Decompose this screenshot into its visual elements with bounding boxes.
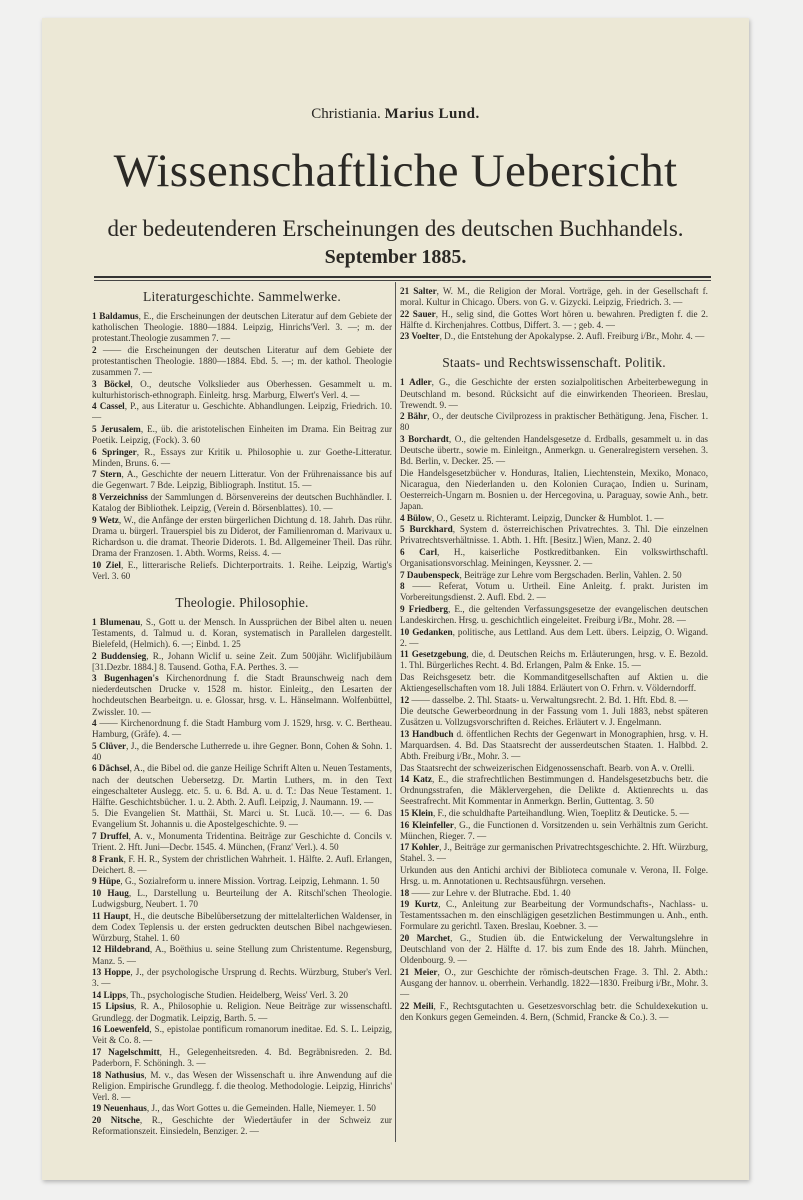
bibliography-entry	[92, 741, 392, 763]
bibliography-entry	[400, 808, 708, 819]
column-divider	[395, 282, 396, 1142]
entry-details: , J., der psychologische Ursprung d. Rechts. Würzburg, Stuber's Verl. 3. —	[92, 967, 392, 989]
entry-author: 10 Haug	[92, 888, 129, 898]
entry-author: 19 Kurtz	[400, 899, 439, 910]
entry-details: , F., die schuldhafte Parteihandlung. Wien, Toeplitz & Deuticke. 5. —	[432, 808, 689, 819]
bibliography-entry	[92, 492, 392, 514]
entry-author: 15 Lipsius	[92, 1001, 135, 1012]
bibliography-entry	[400, 547, 708, 569]
entry-details: , C., Anleitung zur Bearbeitung der Vormundschafts-, Nachlass- u. Testamentssachen m. den einschlägigen gesetzlichen Bestimmungen u. Anh., enth. Formulare zu gerichtl. Taxen. Breslau, Koebner. 3. —	[400, 899, 708, 932]
bibliography-entry	[92, 944, 392, 966]
publisher: Marius Lund.	[384, 106, 480, 122]
bibliography-entry	[400, 1001, 708, 1023]
entry-author: 6 Springer	[92, 446, 137, 457]
bibliography-entry	[92, 1047, 392, 1069]
entry-details: , P., aus Literatur u. Geschichte. Abhandlungen. Leipzig, Friedrich. 10. —	[92, 401, 392, 423]
entry-author: 3 Bugenhagen's	[92, 673, 159, 684]
bibliography-entry	[92, 888, 392, 910]
entry-author: 12 Hildebrand	[92, 944, 150, 955]
entry-details: Die Handelsgesetzbücher v. Honduras, Italien, Liechtenstein, Mexiko, Monaco, Nicaragua, den Niederlanden u. den Kolonien Curaçao, Indien u. Surinam, Oesterreich-Ungarn m. Bosnien u. der Hercegovina, u. Paraguay, sowie Anh., betr. Japan.	[400, 467, 708, 511]
entry-details: , F., Rechtsgutachten u. Gesetzesvorschlag betr. die Schuldexekution u. den Konkurs gegen Gemeinden. 4. Bern, (Schmid, Francke & Co.). 3. —	[400, 1000, 708, 1022]
bibliography-entry	[400, 570, 708, 581]
entry-author: 2 Bähr	[400, 411, 428, 422]
entry-details: , E., litterarische Reliefs. Dichterportraits. 1. Reihe. Leipzig, Wartig's Verl. 3. 60	[92, 559, 392, 581]
entry-details: , J., das Wort Gottes u. die Gemeinden. Halle, Niemeyer. 1. 50	[146, 1103, 376, 1114]
entry-details: , G., Sozialreform u. innere Mission. Vortrag. Leipzig, Lehmann. 1. 50	[120, 876, 380, 887]
entry-details: , L., Darstellung u. Beurteilung der A. Ritschl'schen Theologie. Ludwigsburg, Neubert. 1. 70	[92, 888, 392, 910]
entry-details: , Beiträge zur Lehre vom Bergschaden. Berlin, Vahlen. 2. 50	[459, 569, 682, 580]
bibliography-entry	[92, 1001, 392, 1023]
bibliography-entry	[92, 1115, 392, 1137]
entry-details: , F. H. R., System der christlichen Wahrheit. 1. Hälfte. 2. Aufl. Erlangen, Deichert. 8. —	[92, 853, 392, 875]
entry-details: Die deutsche Gewerbeordnung in der Fassung vom 1. Juli 1883, nebst späteren Zusätzen u. Vollzugsvorschriften d. Reiches. Erläutert v. J. Engelmann.	[400, 706, 708, 728]
bibliography-entry	[400, 774, 708, 807]
bibliography-entry	[400, 513, 708, 524]
entry-details: —— Referat, Votum u. Urtheil. Eine Anleitg. f. prakt. Juristen im Vorbereitungsdienst. 2. Aufl. Ebd. 2. —	[400, 581, 708, 603]
bibliography-entry	[400, 763, 708, 774]
bibliography-entry	[92, 718, 392, 740]
entry-details: , O., zur Geschichte der römisch-deutschen Frage. 3. Thl. 2. Abth.: Ausgang der hannov. u. oberrhein. Verhandlg. 1822—1830. Freiburg i/Br., Mohr. 3. —	[400, 966, 708, 1000]
entry-details: , W. M., die Religion der Moral. Vorträge, geh. in der Gesellschaft f. moral. Kultur in Chicago. Übers. von G. v. Gizycki. Leipzig, Friedrich. 3. —	[400, 286, 708, 308]
entry-author: 20 Nitsche	[92, 1114, 140, 1125]
bibliography-entry	[92, 401, 392, 423]
publisher-line	[42, 106, 749, 123]
bibliography-entry	[92, 911, 392, 944]
bibliography-entry	[400, 411, 708, 433]
entry-details: , E., die strafrechtlichen Bestimmungen d. Handelsgesetzbuchs betr. die Ordnungsstrafen, die Mäklervergehen, die Delikte d. Aktienrechts u. das Seestrafrecht. Mit Kommentar in Anmerkgn. Berlin, Guttentag. 3. 50	[400, 774, 708, 807]
section-heading-literature: Literaturgeschichte. Sammelwerke.	[143, 289, 341, 304]
entry-details: , S., Gott u. der Mensch. In Aussprüchen der Bibel alten u. neuen Testaments, d. Talmud u. d. Koran, systematisch in Parallelen dargestellt. Bielefeld, (Helmich). 6. —; Einbd. 1. 25	[92, 616, 392, 649]
entry-author: 3 Borchardt	[400, 433, 449, 444]
entry-author: 16 Kleinfeller	[400, 819, 454, 830]
bibliography-entry	[400, 331, 708, 342]
entry-details: der Sammlungen d. Börsenvereins der deutschen Buchhändler. I. Katalog der Bibliothek. Leipzig, (Verein d. Börsenblattes). 10. —	[92, 492, 392, 514]
entry-details: , E., die geltenden Verfassungsgesetze der evangelischen deutschen Landeskirchen. Hrsg. u. geschichtlich eingeleitet. Freiburg i/Br., Mohr. 28. —	[400, 603, 708, 625]
entry-details: , J., Beiträge zur germanischen Privatrechtsgeschichte. 2. Hft. Würzburg, Stahel. 3. —	[400, 842, 708, 864]
entry-details: Kirchenordnung f. die Stadt Braunschweig nach dem niederdeutschen Drucke v. 1528 m. histor. Einleitg., den Lesarten der hochdeutschen Bearbeitgn. u. e. Glossar, hrsg. v. L. Hänselmann. Wolfenbüttel, Zwissler. 10. —	[92, 673, 392, 717]
entry-details: , O., deutsche Volkslieder aus Oberhessen. Gesammelt u. m. kulturhistorisch-ethnograph. Einleitg. hrsg. Marburg, Elwert's Verl. 4. —	[92, 378, 392, 400]
entry-details: , H., die deutsche Bibelübersetzung der mittelalterlichen Waldenser, in dem Codex Teplensis u. der ersten gedruckten deutschen Bibel nachgewiesen. Würzburg, Stahel. 1. 60	[92, 910, 392, 943]
header-rule	[94, 276, 711, 278]
entry-author: 6 Dächsel	[92, 763, 130, 774]
bibliography-entry	[92, 469, 392, 491]
bibliography-entry	[92, 515, 392, 559]
bibliography-entry	[92, 379, 392, 401]
entry-author: 22 Sauer	[400, 308, 436, 319]
bibliography-entry	[400, 581, 708, 603]
entry-author: 4	[92, 718, 97, 729]
entry-author: 12	[400, 694, 410, 705]
entry-author: 9 Hüpe	[92, 876, 121, 887]
entry-author: 1 Adler	[400, 377, 432, 388]
theology-continued-list	[400, 286, 708, 342]
entry-author: 8 Verzeichniss	[92, 492, 148, 502]
bibliography-entry	[92, 990, 392, 1001]
entry-details: , M. v., das Wesen der Wissenschaft u. ihre Anwendung auf die Religion. Empirische Grundlegg. f. die theolog. Methodologie. Leipzig, Hinrichs' Verl. 8. —	[92, 1069, 392, 1102]
entry-details: , R., Johann Wiclif u. seine Zeit. Zum 500jähr. Wiclifjubiläum [31.Dezbr. 1884.] 8. Tausend. Gotha, F.A. Perthes. 3. —	[92, 650, 392, 672]
entry-author: 18 Nathusius	[92, 1069, 145, 1080]
bibliography-entry	[400, 820, 708, 842]
entry-details: , die, d. Deutschen Reichs m. Erläuterungen, hrsg. v. E. Bezold. 1. Thl. Bürgerliches Recht. 4. Bd. Erlangen, Palm & Enke. 15. —	[400, 649, 708, 671]
entry-details: , O., der deutsche Civilprozess in praktischer Bethätigung. Jena, Fischer. 1. 80	[400, 411, 708, 433]
entry-details: , Th., psychologische Studien. Heidelberg, Weiss' Verl. 3. 20	[125, 989, 348, 1000]
entry-author: 19 Neuenhaus	[92, 1103, 147, 1114]
entry-author: 22 Meili	[400, 1000, 434, 1011]
section-heading-law: Staats- und Rechtswissenschaft. Politik.	[442, 355, 666, 371]
entry-details: , E., die Erscheinungen der deutschen Literatur auf dem Gebiete der katholischen Theologie. 1880—1884. Leipzig, Hinrichs'Verl. 3. —; m. der protestant.Theologie zusammen 7. —	[92, 311, 392, 344]
bibliography-entry	[92, 763, 392, 807]
entry-details: , G., die Geschichte der ersten sozialpolitischen Arbeiterbewegung in Deutschland m. besond. Rücksicht auf die einwirkenden Theorieen. Breslau, Trewendt. 9. —	[400, 377, 708, 410]
entry-author: 10 Ziel	[92, 559, 121, 570]
bibliography-entry	[400, 649, 708, 671]
literature-list	[92, 311, 392, 582]
bibliography-entry	[400, 842, 708, 864]
document-date: September 1885.	[324, 246, 467, 268]
entry-author: 13 Hoppe	[92, 967, 131, 978]
bibliography-entry	[92, 831, 392, 853]
bibliography-entry	[400, 377, 708, 410]
entry-details: , A., Boëthius u. seine Stellung zum Christentume. Regensburg, Manz. 5. —	[92, 944, 392, 966]
entry-details: , O., die geltenden Handelsgesetze d. Erdballs, gesammelt u. in das Deutsche übertr., sowie m. Einleitgn., Anmerkgn. u. Generalregistern versehen. 3. Bd. Berlin, v. Decker. 25. —	[400, 433, 708, 467]
bibliography-entry	[92, 424, 392, 446]
left-column	[92, 286, 392, 1148]
entry-author: 7 Stern	[92, 469, 122, 480]
document-title: Wissenschaftliche Uebersicht	[113, 145, 678, 197]
entry-author: 9 Wetz	[92, 514, 119, 525]
entry-details: , System d. österreichischen Privatrechtes. 3. Thl. Die einzelnen Privatrechtsverhältnisse. 1. Abth. 1. Hft. [Besitz.] Wien, Manz. 2. 40	[400, 524, 708, 546]
bibliography-entry	[92, 854, 392, 876]
entry-author: 7 Druffel	[92, 831, 129, 842]
entry-author: 7 Daubenspeck	[400, 569, 460, 580]
place: Christiania.	[311, 106, 381, 122]
bibliography-entry	[92, 1103, 392, 1114]
bibliography-entry	[92, 651, 392, 673]
entry-author: 11 Haupt	[92, 910, 129, 921]
entry-author: 11 Gesetzgebung	[400, 649, 467, 660]
entry-details: —— Kirchenordnung f. die Stadt Hamburg vom J. 1529, hrsg. v. C. Bertheau. Hamburg, (Gräfe). 4. —	[92, 718, 392, 740]
entry-details: Das Staatsrecht der schweizerischen Eidgenossenschaft. Bearb. von A. v. Orelli.	[400, 762, 695, 773]
bibliography-entry	[400, 604, 708, 626]
document-sheet	[42, 18, 749, 1180]
entry-details: , S., epistolae pontificum romanorum ineditae. Ed. S. L. Leipzig, Veit & Co. 8. —	[92, 1024, 392, 1046]
entry-details: , R., Essays zur Kritik u. Philosophie u. zur Goethe-Litteratur. Minden, Bruns. 6. —	[92, 446, 392, 468]
entry-author: 13 Handbuch	[400, 728, 454, 739]
entry-details: , A., Geschichte der neuern Litteratur. Von der Frührenaissance bis auf die Gegenwart. 7 Bde. Leipzig, Bibliograph. Institut. 15. —	[92, 469, 392, 491]
bibliography-entry	[400, 309, 708, 331]
entry-details: —— zur Lehre v. der Blutrache. Ebd. 1. 40	[409, 887, 571, 898]
entry-details: , E., üb. die aristotelischen Einheiten im Drama. Ein Beitrag zur Poetik. Leipzig, (Fock). 3. 60	[92, 423, 392, 446]
entry-author: 18	[400, 887, 410, 898]
entry-author: 5 Clüver	[92, 740, 127, 751]
entry-details: , G., Studien üb. die Entwickelung der Verwaltungslehre in Deutschland von der 2. Hälfte d. 17. bis zum Ende des 18. Jahrh. München, Oldenbourg. 9. —	[400, 933, 708, 966]
bibliography-entry	[92, 311, 392, 344]
bibliography-entry	[400, 888, 708, 899]
entry-author: 8 Frank	[92, 853, 124, 864]
section-heading-theology: Theologie. Philosophie.	[175, 594, 309, 610]
entry-author: 4 Cassel	[92, 401, 125, 412]
entry-details: —— dasselbe. 2. Thl. Staats- u. Verwaltungsrecht. 2. Bd. 1. Hft. Ebd. 8. —	[409, 694, 688, 705]
bibliography-entry	[400, 706, 708, 728]
bibliography-entry	[400, 967, 708, 1000]
entry-author: 16 Loewenfeld	[92, 1024, 150, 1035]
entry-author: 17 Kohler	[400, 842, 440, 853]
entry-details: —— die Erscheinungen der deutschen Literatur auf dem Gebiete der protestantischen Theologie. 1880—1884. Ebd. 5. —; m. der kathol. Theologie zusammen 7. —	[92, 344, 392, 377]
entry-author: 21 Salter	[400, 286, 437, 296]
entry-author: 2 Buddensieg	[92, 650, 147, 661]
bibliography-entry	[400, 524, 708, 546]
bibliography-entry	[400, 627, 708, 649]
entry-details: , J., die Bendersche Lutherrede u. ihre Gegner. Bonn, Cohen & Sohn. 1. 40	[92, 740, 392, 762]
entry-author: 14 Katz	[400, 774, 432, 785]
bibliography-entry	[400, 672, 708, 694]
entry-details: , A. v., Monumenta Tridentina. Beiträge zur Geschichte d. Concils v. Trient. 2. Hft. Juni—Decbr. 1545. 4. München, (Franz' Verl.). 4. 50	[92, 831, 392, 853]
bibliography-entry	[400, 468, 708, 512]
entry-author: 5 Burckhard	[400, 524, 453, 535]
entry-author: 3 Böckel	[92, 378, 131, 389]
entry-details: , R., Geschichte der Wiedertäufer in der Schweiz zur Reformationszeit. Einsiedeln, Benziger. 2. —	[92, 1114, 392, 1136]
bibliography-entry	[92, 967, 392, 989]
law-list	[400, 377, 708, 1022]
entry-author: 6 Carl	[400, 546, 437, 557]
bibliography-entry	[400, 729, 708, 762]
entry-details: , H., Gelegenheitsreden. 4. Bd. Begräbnisreden. 2. Bd. Paderborn, F. Schöningh. 3. —	[92, 1046, 392, 1068]
theology-list	[92, 617, 392, 1137]
entry-details: , G., die Functionen d. Vorsitzenden u. sein Verhältnis zum Gericht. München, Rieger. 7. —	[400, 819, 708, 841]
bibliography-entry	[92, 1070, 392, 1103]
entry-details: Das Reichsgesetz betr. die Kommanditgesellschaften auf Aktien u. die Aktiengesellschaften vom 18. Juli 1884. Erläutert von O. Frhrn. v. Völderndorff.	[400, 671, 708, 693]
entry-author: 1 Baldamus	[92, 311, 139, 321]
entry-details: , A., die Bibel od. die ganze Heilige Schrift Alten u. Neuen Testaments, nach der deutschen Uebersetzg. Dr. Martin Luthers, m. in den Text eingeschalteter Auslegg. etc. 5. u. 6. Bd. A. u. d. T.: Das Neue Testament. 1. Hälfte. Geschichtsbücher. 1. u. 2. Abth. 2. Aufl. Leipzig, J. Naumann. 19. —	[92, 763, 392, 807]
entry-author: 10 Gedanken	[400, 626, 453, 637]
bibliography-entry	[400, 286, 708, 308]
document-subtitle: der bedeutenderen Erscheinungen des deutschen Buchhandels.	[107, 216, 684, 241]
bibliography-entry	[400, 434, 708, 467]
entry-author: 20 Marchet	[400, 933, 451, 944]
entry-details: , R. A., Philosophie u. Religion. Neue Beiträge zur wissenschaftl. Grundlegg. der Dogmatik. Leipzig, Barth. 5. —	[92, 1001, 392, 1023]
entry-details: Urkunden aus den Antichi archivi der Biblioteca comunale v. Verona, II. Folge. Hrsg. u. m. Annotationen u. Rechtsausführgn. versehen.	[400, 865, 708, 887]
entry-author: 15 Klein	[400, 808, 433, 819]
entry-author: 9 Friedberg	[400, 603, 448, 614]
bibliography-entry	[400, 933, 708, 966]
entry-details: , H., selig sind, die Gottes Wort hören u. bewahren. Predigten f. die 2. Hälfte d. Kirchenjahres. Cottbus, Differt. 3. — ; geb. 4. —	[400, 308, 708, 330]
bibliography-entry	[92, 447, 392, 469]
bibliography-entry	[92, 808, 392, 830]
bibliography-entry	[92, 617, 392, 650]
entry-author: 4 Bülow	[400, 512, 432, 523]
entry-details: , O., Gesetz u. Richteramt. Leipzig, Duncker & Humblot. 1. —	[431, 512, 664, 523]
entry-details: , W., die Anfänge der ersten bürgerlichen Dichtung d. 18. Jahrh. Das rühr. Drama u. bürgerl. Trauerspiel bis zu Diderot, der Familienroman d. Marivaux u. Richardson u. die dramat. Theorie Diderots. 1. Bd. Allgemeiner Theil. Das rühr. Drama der Franzosen. 1. Abth. Worms, Reiss. 4. —	[92, 514, 392, 558]
bibliography-entry	[92, 673, 392, 717]
right-column	[400, 286, 708, 1148]
entry-author: 2	[92, 344, 97, 355]
bibliography-entry	[92, 560, 392, 582]
entry-author: 14 Lipps	[92, 989, 126, 1000]
entry-details: , H., kaiserliche Postkreditbanken. Ein volkswirthschaftl. Organisationsvorschlag. Meiningen, Keyssner. 2. —	[400, 546, 708, 568]
bibliography-entry	[92, 876, 392, 887]
entry-author: 17 Nagelschmitt	[92, 1046, 160, 1057]
entry-author: 8	[400, 581, 405, 592]
entry-author: 23 Voelter	[400, 331, 440, 342]
header-rule-thin	[94, 280, 711, 281]
bibliography-entry	[400, 899, 708, 932]
entry-details: , D., die Entstehung der Apokalypse. 2. Aufl. Freiburg i/Br., Mohr. 4. —	[439, 331, 705, 342]
entry-details: d. öffentlichen Rechts der Gegenwart in Monographien, hrsg. v. H. Marquardsen. 4. Bd. Das Staatsrecht der ausserdeutschen Staaten. 1. Halbbd. 2. Abth. Freiburg i/Br., Mohr. 3. —	[400, 728, 708, 762]
bibliography-entry	[400, 695, 708, 706]
bibliography-entry	[400, 865, 708, 887]
entry-author: 1 Blumenau	[92, 616, 141, 627]
bibliography-entry	[92, 345, 392, 378]
entry-author: 5 Jerusalem	[92, 423, 141, 434]
entry-details: , politische, aus Lettland. Aus dem Lett. übers. Leipzig, O. Wigand. 2. —	[400, 626, 708, 648]
entry-details: 5. Die Evangelien St. Matthäi, St. Marci u. St. Lucä. 10.—. — 6. Das Evangelium St. Johannis u. die Apostelgeschichte. 9. —	[92, 808, 392, 830]
bibliography-entry	[92, 1024, 392, 1046]
entry-author: 21 Meier	[400, 966, 438, 977]
